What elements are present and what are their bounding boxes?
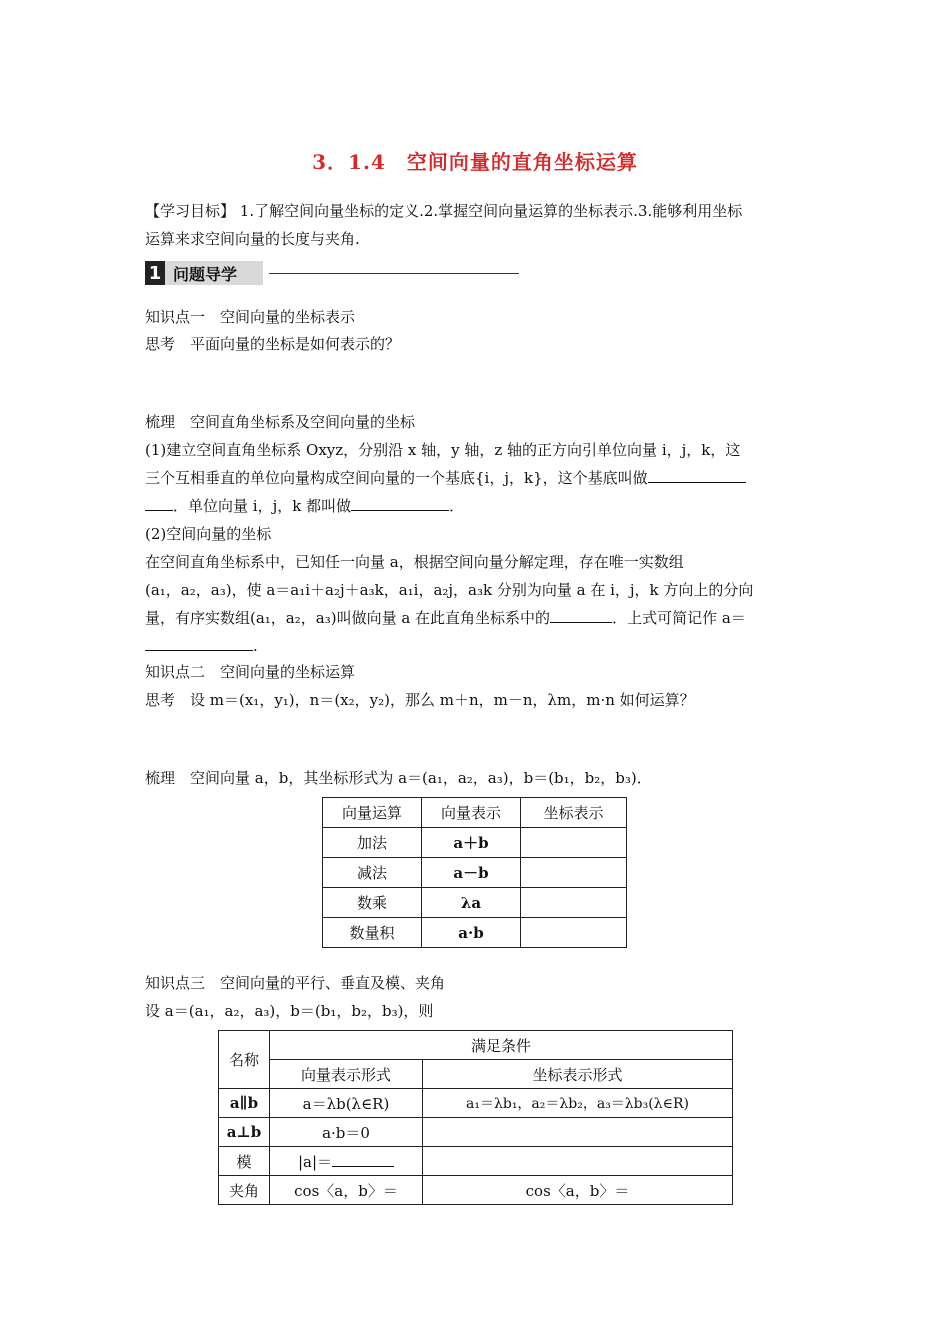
section-divider	[269, 273, 519, 274]
table-header-row	[323, 798, 627, 828]
table-header-row	[219, 1060, 733, 1089]
table-cell-blank	[521, 888, 627, 918]
table-cell-blank	[521, 858, 627, 888]
table-cell: 模	[219, 1147, 270, 1176]
table-row	[219, 1118, 733, 1147]
k1-p6: (a₁，a₂，a₃)，使 a＝a₁i＋a₂j＋a₃k，a₁i，a₂j，a₃k 分别为向量 a 在 i，j，k 方向上的分向	[145, 581, 754, 599]
table-cell: a∥b	[219, 1089, 270, 1118]
table-cell: a＋b	[422, 828, 521, 858]
blank-modulus	[332, 1154, 394, 1167]
k1-p4: (2)空间向量的坐标	[145, 525, 272, 543]
table-cell: a·b＝0	[270, 1118, 423, 1147]
table-cell: 数乘	[323, 888, 422, 918]
table-cell-blank	[423, 1147, 733, 1176]
table-row	[219, 1089, 733, 1118]
table-header-cell: 向量运算	[323, 798, 422, 828]
table-row	[323, 828, 627, 858]
k2-comb: 梳理 空间向量 a，b，其坐标形式为 a＝(a₁，a₂，a₃)，b＝(b₁，b₂，b₃)．	[145, 769, 652, 787]
operations-table	[322, 797, 627, 948]
section-label: 问题导学	[165, 261, 263, 285]
table-header-row	[219, 1031, 733, 1060]
table-cell: 减法	[323, 858, 422, 888]
table-row	[323, 918, 627, 948]
table-cell-blank	[521, 828, 627, 858]
k3-heading: 知识点三 空间向量的平行、垂直及模、夹角	[145, 974, 446, 992]
table-cell: 夹角	[219, 1176, 270, 1205]
table-row	[219, 1147, 733, 1176]
table-row	[219, 1176, 733, 1205]
table-cell: cos〈a，b〉＝	[270, 1176, 423, 1205]
table-cell: cos〈a，b〉＝	[423, 1176, 733, 1205]
k1-p7: 量，有序实数组(a₁，a₂，a₃)叫做向量 a 在此直角坐标系中的	[145, 609, 551, 627]
table-header-cell: 坐标表示形式	[423, 1060, 733, 1089]
table-header-cell: 坐标表示	[521, 798, 627, 828]
blank-unit-vector-name	[351, 498, 449, 511]
k1-think: 思考 平面向量的坐标是如何表示的？	[145, 335, 401, 353]
k1-p3: ．单位向量 i，j，k 都叫做	[173, 497, 352, 515]
k3-setup: 设 a＝(a₁，a₂，a₃)，b＝(b₁，b₂，b₃)，则	[145, 1002, 434, 1020]
table-cell: 加法	[323, 828, 422, 858]
objectives-label: 【学习目标】	[145, 202, 236, 220]
k1-heading: 知识点一 空间向量的坐标表示	[145, 308, 356, 326]
table-cell: a·b	[422, 918, 521, 948]
section-header	[145, 261, 519, 285]
table-cell: λa	[422, 888, 521, 918]
table-cell: 数量积	[323, 918, 422, 948]
table-header-cell: 向量表示形式	[270, 1060, 423, 1089]
table-cell-blank	[423, 1118, 733, 1147]
table-cell-modulus	[270, 1147, 423, 1176]
k1-p2: 三个互相垂直的单位向量构成空间向量的一个基底{i，j，k}，这个基底叫做	[145, 469, 648, 487]
table-cell: a⊥b	[219, 1118, 270, 1147]
k1-p2-line	[145, 467, 810, 489]
page-title: 3．1.4 空间向量的直角坐标运算	[312, 150, 638, 174]
modulus-text: |a|＝	[297, 1152, 333, 1171]
k2-think: 思考 设 m＝(x₁，y₁)，n＝(x₂，y₂)，那么 m＋n，m－n，λm，m·n 如何运算？	[145, 691, 695, 709]
k1-p8-line: .	[145, 635, 810, 657]
k2-heading: 知识点二 空间向量的坐标运算	[145, 663, 356, 681]
table-cell: a₁＝λb₁，a₂＝λb₂，a₃＝λb₃(λ∈R)	[423, 1089, 733, 1118]
blank-coordinate-name	[550, 610, 612, 623]
table-row	[323, 858, 627, 888]
section-number: 1	[145, 261, 165, 285]
table-row	[323, 888, 627, 918]
objectives-line-1	[145, 200, 810, 222]
objectives-line-2: 运算来求空间向量的长度与夹角.	[145, 230, 360, 248]
table-cell: a＝λb(λ∈R)	[270, 1089, 423, 1118]
k1-p7-line	[145, 607, 810, 629]
table-cell: a－b	[422, 858, 521, 888]
k1-comb: 梳理 空间直角坐标系及空间向量的坐标	[145, 413, 416, 431]
relations-table	[218, 1030, 733, 1205]
table-header-cell: 满足条件	[270, 1031, 733, 1060]
blank-basis-name-cont	[145, 498, 173, 511]
table-header-cell: 向量表示	[422, 798, 521, 828]
k1-p7b: ．上式可简记作 a＝	[612, 609, 746, 627]
k1-p5: 在空间直角坐标系中，已知任一向量 a，根据空间向量分解定理，存在唯一实数组	[145, 553, 684, 571]
k1-p1: (1)建立空间直角坐标系 Oxyz，分别沿 x 轴，y 轴，z 轴的正方向引单位向量 i，j，k，这	[145, 441, 741, 459]
table-header-cell: 名称	[219, 1031, 270, 1089]
table-cell-blank	[521, 918, 627, 948]
objectives-text-1: 1.了解空间向量坐标的定义.2.掌握空间向量运算的坐标表示.3.能够利用坐标	[235, 202, 743, 220]
k1-p3-line: ．单位向量 i，j，k 都叫做 ．	[145, 495, 810, 517]
blank-shorthand	[145, 638, 253, 651]
blank-basis-name	[648, 470, 746, 483]
